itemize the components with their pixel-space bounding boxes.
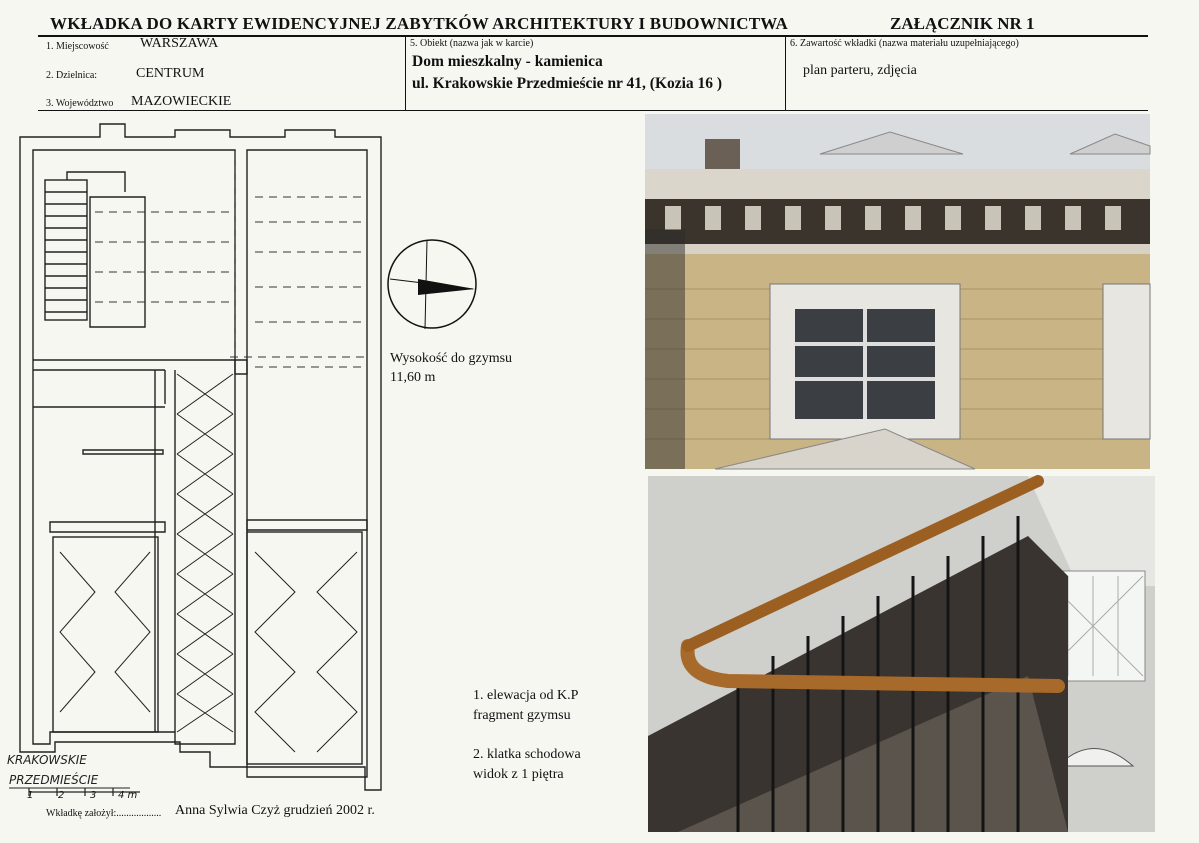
scale-label-4: 4 m bbox=[118, 790, 138, 801]
locality-label: 1. Miejscowość bbox=[46, 41, 109, 52]
caption-1-line-2: fragment gzymsu bbox=[473, 708, 571, 723]
street-label-przedmiescie: PRZEDMIEŚCIE bbox=[9, 773, 99, 787]
caption-1-line-1: 1. elewacja od K.P bbox=[473, 688, 579, 703]
scale-label-1: 1 bbox=[27, 790, 34, 801]
author-value: Anna Sylwia Czyż grudzień 2002 r. bbox=[175, 803, 375, 818]
content-label: 6. Zawartość wkładki (nazwa materiału uzupełniającego) bbox=[790, 38, 1019, 49]
document-title: WKŁADKA DO KARTY EWIDENCYJNEJ ZABYTKÓW ARCHITEKTURY I BUDOWNICTWA bbox=[50, 14, 789, 33]
object-address: ul. Krakowskie Przedmieście nr 41, (Kozia 16 ) bbox=[412, 75, 723, 92]
form-bottom-rule bbox=[38, 110, 1148, 111]
photo-staircase bbox=[648, 476, 1155, 832]
author-label: Wkładkę założył:.................. bbox=[46, 808, 162, 819]
caption-2-line-1: 2. klatka schodowa bbox=[473, 747, 581, 762]
district-value: CENTRUM bbox=[136, 66, 205, 81]
voivodeship-value: MAZOWIECKIE bbox=[131, 94, 232, 109]
object-label: 5. Obiekt (nazwa jak w karcie) bbox=[410, 38, 534, 49]
district-label: 2. Dzielnica: bbox=[46, 70, 98, 81]
north-arrow-icon bbox=[385, 237, 480, 332]
form-divider-1 bbox=[405, 35, 406, 110]
street-label-krakowskie: KRAKOWSKIE bbox=[7, 753, 87, 767]
voivodeship-label: 3. Województwo bbox=[46, 98, 114, 109]
caption-2-line-2: widok z 1 piętra bbox=[473, 767, 564, 782]
annex-number: ZAŁĄCZNIK NR 1 bbox=[890, 14, 1035, 33]
scale-label-2: 2 bbox=[58, 790, 65, 801]
locality-value: WARSZAWA bbox=[140, 36, 219, 51]
scale-label-3: 3 bbox=[90, 790, 97, 801]
object-name: Dom mieszkalny - kamienica bbox=[412, 53, 603, 70]
height-label: Wysokość do gzymsu bbox=[390, 351, 513, 366]
height-value: 11,60 m bbox=[390, 370, 436, 385]
photo-facade-cornice bbox=[645, 114, 1150, 469]
form-divider-2 bbox=[785, 35, 786, 110]
ground-floor-plan bbox=[7, 112, 385, 802]
content-value: plan parteru, zdjęcia bbox=[803, 63, 917, 78]
